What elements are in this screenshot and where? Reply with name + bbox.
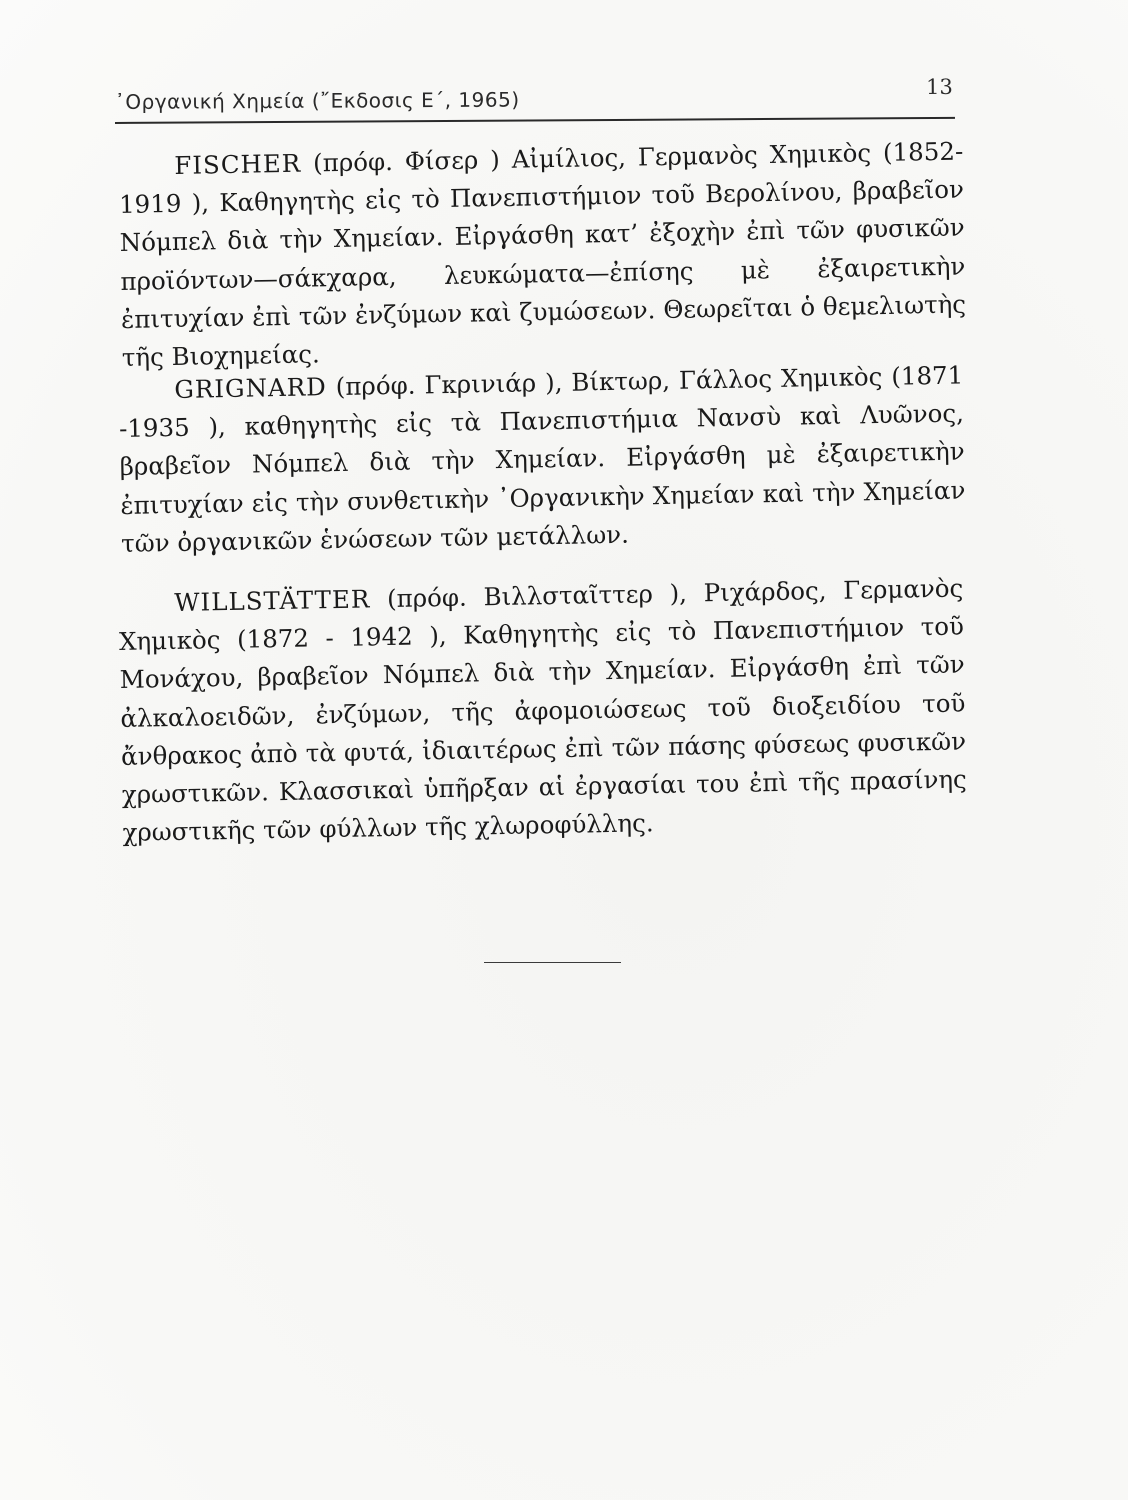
running-head xyxy=(114,74,955,124)
entry-name: GRIGNARD xyxy=(174,372,328,404)
entry-grignard xyxy=(118,357,966,563)
entry-text: (πρόφ. Φίσερ ) Αἰμίλιος, Γερμανὸς Χημικὸς (1852-1919 ), Καθηγητὴς εἰς τὸ Πανεπιστήμιον τοῦ Βερολίνου, βραβεῖον Νόμπελ διὰ τὴν Χημείαν. Εἰργάσθη κατ’ ἐξοχὴν ἐπὶ τῶν φυσικῶν προϊόντων—σάκχαρα, λευκώματα—ἐπίσης μὲ ἐξαιρετικὴν ἐπιτυχίαν ἐπὶ τῶν ἐνζύμων καὶ ζυμώσεων. Θεωρεῖται ὁ θεμελιωτὴς τῆς Βιοχημείας. xyxy=(118,136,967,372)
page-number: 13 xyxy=(925,74,953,100)
entry-fischer xyxy=(118,133,967,378)
entry-willstatter xyxy=(118,570,968,853)
end-rule xyxy=(484,962,621,963)
entry-name: FISCHER xyxy=(174,148,302,180)
entry-text: (πρόφ. Βιλλσταῖττερ ), Ριχάρδος, Γερμανὸς Χημικὸς (1872 - 1942 ), Καθηγητὴς εἰς τὸ Πανεπιστήμιον τοῦ Μονάχου, βραβεῖον Νόμπελ διὰ τὴν Χημείαν. Εἰργάσθη ἐπὶ τῶν ἀλκαλοειδῶν, ἐνζύμων, τῆς ἀφομοιώσεως τοῦ διοξειδίου τοῦ ἄνθρακος ἀπὸ τὰ φυτά, ἰδιαιτέρως ἐπὶ τῶν πάσης φύσεως φυσικῶν χρωστικῶν. Κλασσικαὶ ὑπῆρξαν αἱ ἐργασίαι του ἐπὶ τῆς πρασίνης χρωστικῆς τῶν φύλλων τῆς χλωροφύλλης. xyxy=(118,573,967,848)
running-title: ᾿Οργανική Χημεία (῎Εκδοσις Ε΄, 1965) xyxy=(114,87,520,115)
entry-name: WILLSTÄTTER xyxy=(174,584,371,617)
entry-text: (πρόφ. Γκρινιάρ ), Βίκτωρ, Γάλλος Χημικὸς (1871 -1935 ), καθηγητὴς εἰς τὰ Πανεπιστήμια Νανσὺ καὶ Λυῶνος, βραβεῖον Νόμπελ διὰ τὴν Χημείαν. Εἰργάσθη μὲ ἐξαιρετικὴν ἐπιτυχίαν εἰς τὴν συνθετικὴν ᾿Οργανικὴν Χημείαν καὶ τὴν Χημείαν τῶν ὀργανικῶν ἑνώσεων τῶν μετάλλων. xyxy=(118,360,966,558)
